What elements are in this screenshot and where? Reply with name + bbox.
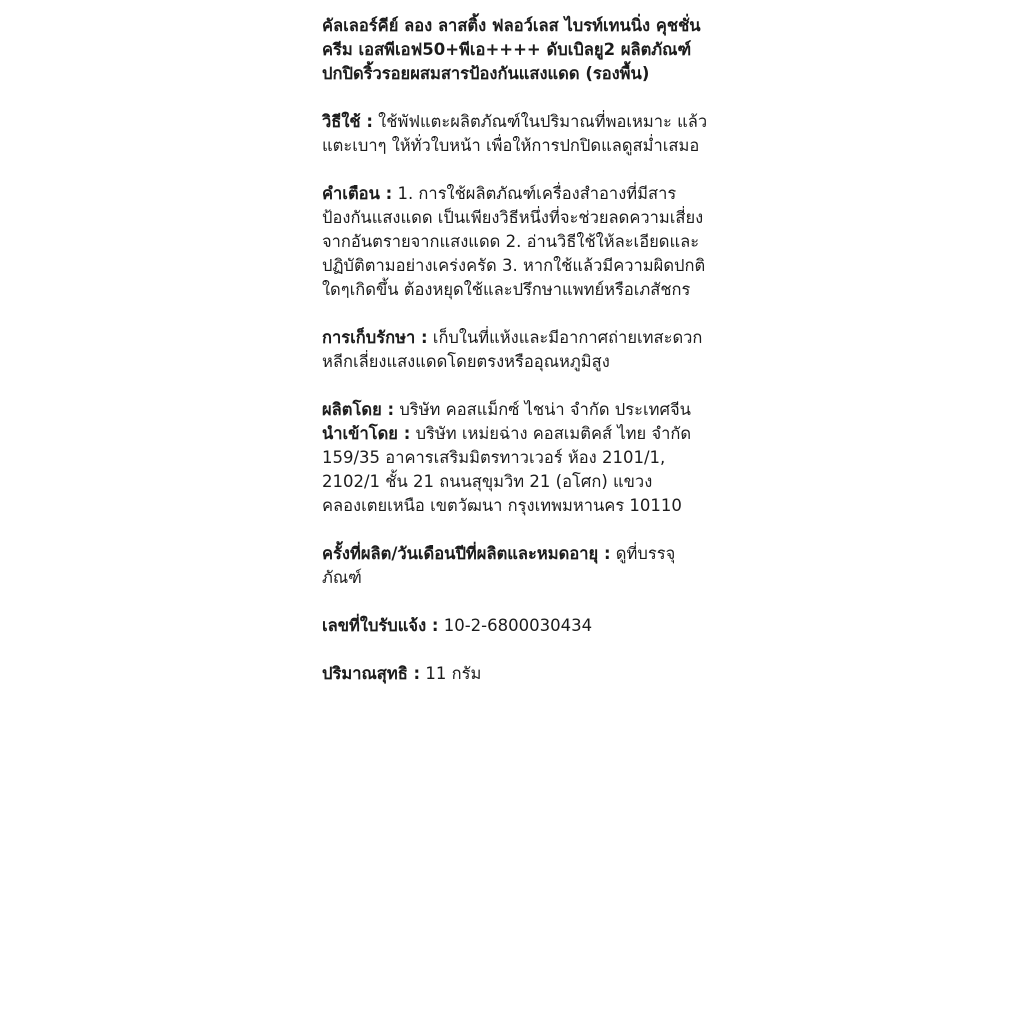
notification-text: 10-2-6800030434 xyxy=(438,616,593,635)
product-title: คัลเลอร์คีย์ ลอง ลาสติ้ง ฟลอว์เลส ไบรท์เทนนิ่ง คุชชั่น ครีม เอสพีเอฟ50+พีเอ++++ ดับเบิลยู2 ผลิตภัณฑ์ปกปิดริ้วรอยผสมสารป้องกันแสงแดด (รองพื้น) xyxy=(322,16,701,83)
manufacturer-label: ผลิตโดย : xyxy=(322,400,395,419)
net-content-label: ปริมาณสุทธิ : xyxy=(322,664,421,683)
notification-section xyxy=(322,614,712,638)
product-label-document xyxy=(322,14,712,686)
importer-text: บริษัท เหม่ยฉ่าง คอสเมติคส์ ไทย จำกัด 159/35 อาคารเสริมมิตรทาวเวอร์ ห้อง 2101/1, 2102/1 ชั้น 21 ถนนสุขุมวิท 21 (อโศก) แขวงคลองเตยเหนือ เขตวัฒนา กรุงเทพมหานคร 10110 xyxy=(322,424,692,515)
manufacturer-section xyxy=(322,398,712,422)
storage-text: เก็บในที่แห้งและมีอากาศถ่ายเทสะดวก หลีกเลี่ยงแสงแดดโดยตรงหรืออุณหภูมิสูง xyxy=(322,328,703,371)
usage-text: ใช้พัฟแตะผลิตภัณฑ์ในปริมาณที่พอเหมาะ แล้วแตะเบาๆ ให้ทั่วใบหน้า เพื่อให้การปกปิดแลดูสม่ำเสมอ xyxy=(322,112,708,155)
importer-label: นำเข้าโดย : xyxy=(322,424,411,443)
manufacturer-text: บริษัท คอสแม็กซ์ ไชน่า จำกัด ประเทศจีน xyxy=(394,400,691,419)
lot-text: ดูที่บรรจุภัณฑ์ xyxy=(322,544,676,587)
net-content-text: 11 กรัม xyxy=(420,664,482,683)
warning-section xyxy=(322,182,712,302)
storage-label: การเก็บรักษา : xyxy=(322,328,428,347)
usage-label: วิธีใช้ : xyxy=(322,112,373,131)
warning-text: 1. การใช้ผลิตภัณฑ์เครื่องสำอางที่มีสารป้องกันแสงแดด เป็นเพียงวิธีหนึ่งที่จะช่วยลดความเสี่ยงจากอันตรายจากแสงแดด 2. อ่านวิธีใช้ให้ละเอียดและปฏิบัติตามอย่างเคร่งครัด 3. หากใช้แล้วมีความผิดปกติใดๆเกิดขึ้น ต้องหยุดใช้และปรึกษาแพทย์หรือเภสัชกร xyxy=(322,184,706,299)
storage-section xyxy=(322,326,712,374)
warning-label: คำเตือน : xyxy=(322,184,393,203)
lot-section xyxy=(322,542,712,590)
lot-label: ครั้งที่ผลิต/วันเดือนปีที่ผลิตและหมดอายุ : xyxy=(322,544,611,563)
usage-section xyxy=(322,110,712,158)
importer-section xyxy=(322,422,712,518)
notification-label: เลขที่ใบรับแจ้ง : xyxy=(322,616,439,635)
net-content-section xyxy=(322,662,712,686)
